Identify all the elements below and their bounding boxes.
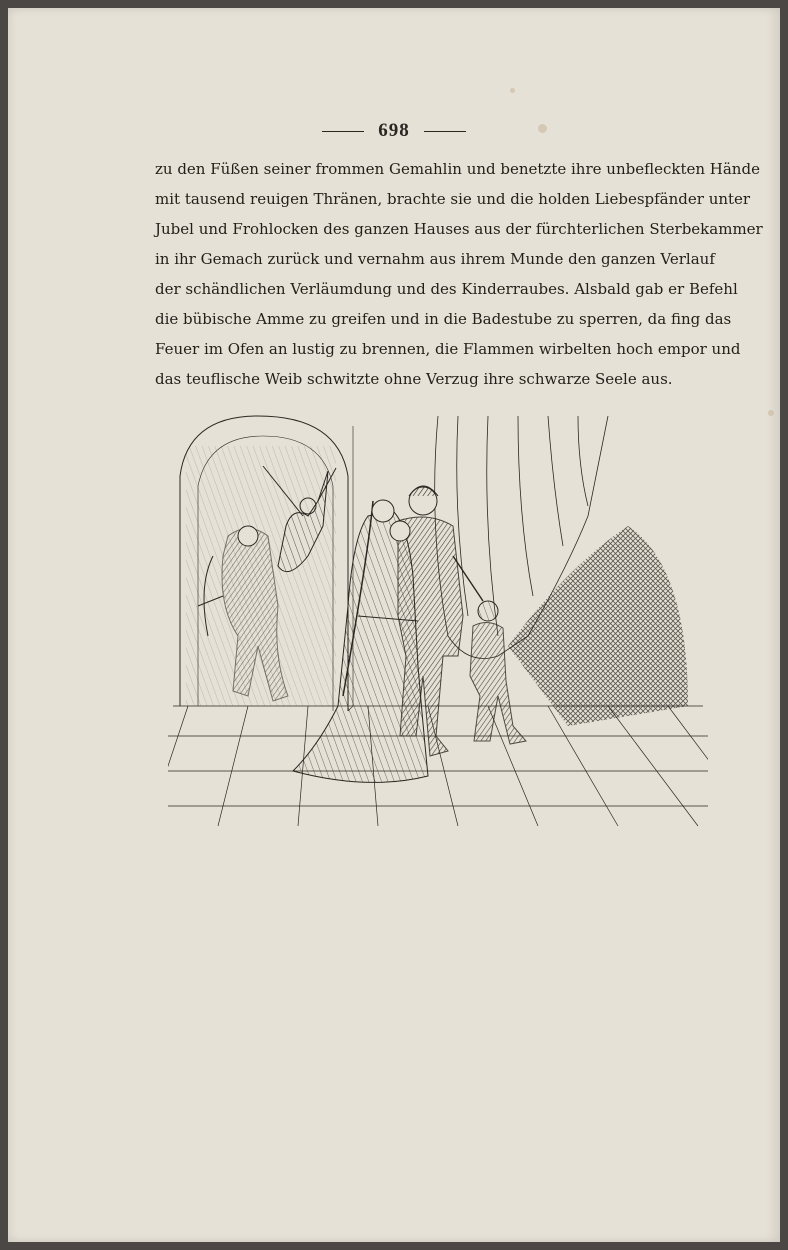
engraving-illustration [168,406,708,836]
header-rule-right [424,131,466,132]
foxing-spot [510,88,515,93]
man-figure [390,486,483,756]
text-line: in ihr Gemach zurück und vernahm aus ihrem Munde den ganzen Verlauf [155,250,715,268]
page-header [8,120,780,142]
text-line: Feuer im Ofen an lustig zu brennen, die Flammen wirbelten hoch empor und [155,340,741,358]
header-rule-left [322,131,364,132]
text-line: zu den Füßen seiner frommen Gemahlin und benetzte ihre unbefleckten Hände [155,160,760,178]
foxing-spot [768,410,774,416]
child-figure [470,601,526,744]
body-text [155,154,763,394]
tiled-floor [168,706,708,826]
book-page [8,8,780,1242]
wall-shadow [508,526,688,726]
text-line: die bübische Amme zu greifen und in die Badestube zu sperren, da fing das [155,310,732,328]
page-number: 698 [378,120,410,141]
text-line: der schändlichen Verläumdung und des Kinderraubes. Alsbald gab er Befehl [155,280,738,298]
text-line: Jubel und Frohlocken des ganzen Hauses aus der fürchterlichen Sterbekammer [155,220,763,238]
text-line: das teuflische Weib schwitzte ohne Verzug ihre schwarze Seele aus. [155,370,673,388]
text-line: mit tausend reuigen Thränen, brachte sie und die holden Liebespfänder unter [155,190,751,208]
